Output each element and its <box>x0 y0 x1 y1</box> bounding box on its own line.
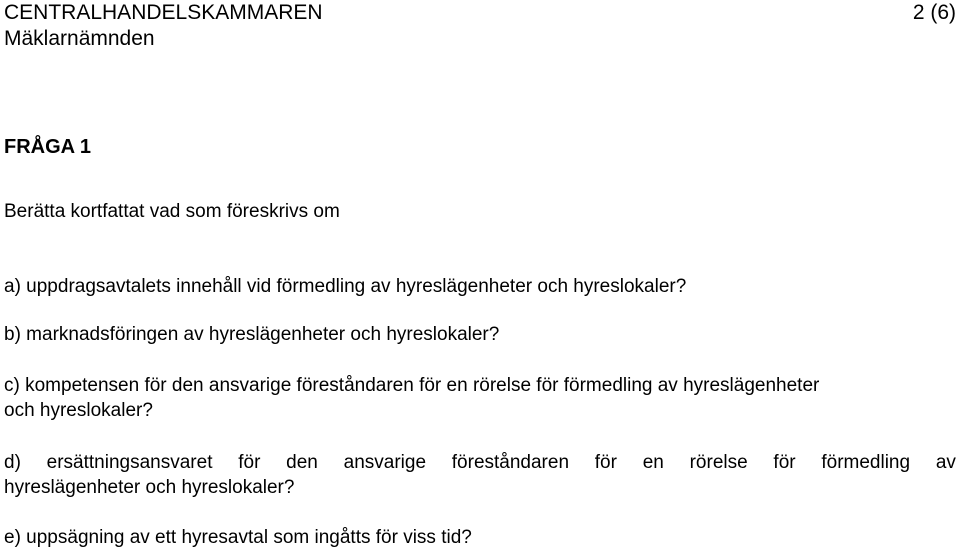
item-d-line-2: hyreslägenheter och hyreslokaler? <box>4 477 295 498</box>
item-d-word: d) <box>4 452 21 473</box>
item-d-word: för <box>594 452 617 473</box>
question-item-d <box>4 450 956 500</box>
item-d-word: ersättningsansvaret <box>46 452 213 473</box>
organization-name: CENTRALHANDELSKAMMAREN <box>4 1 323 24</box>
item-d-word: rörelse <box>689 452 748 473</box>
item-d-word: en <box>642 452 664 473</box>
question-intro: Berätta kortfattat vad som föreskrivs om <box>4 201 340 222</box>
question-item-e <box>4 525 956 550</box>
item-d-word: förmedling <box>821 452 911 473</box>
item-d-word: ansvarige <box>343 452 427 473</box>
question-item-b <box>4 322 956 347</box>
item-d-word: för <box>773 452 796 473</box>
question-item-a <box>4 274 956 299</box>
item-b-text: b) marknadsföringen av hyreslägenheter och hyreslokaler? <box>4 324 500 345</box>
item-d-word: för <box>238 452 261 473</box>
question-title: FRÅGA 1 <box>4 136 92 158</box>
item-d-word: den <box>286 452 318 473</box>
question-item-c <box>4 373 956 423</box>
unit-name: Mäklarnämnden <box>4 27 155 50</box>
page-number: 2 (6) <box>912 1 956 24</box>
item-d-word: av <box>935 452 956 473</box>
item-d-word: föreståndaren <box>451 452 570 473</box>
item-c-line-1: c) kompetensen för den ansvarige föreståndaren för en rörelse för förmedling av hyreslägenheter <box>4 375 820 396</box>
item-a-text: a) uppdragsavtalets innehåll vid förmedling av hyreslägenheter och hyreslokaler? <box>4 276 687 297</box>
item-e-text: e) uppsägning av ett hyresavtal som ingåtts för viss tid? <box>4 527 472 548</box>
page-header <box>4 0 956 52</box>
item-d-line-1 <box>4 450 956 475</box>
item-c-line-2: och hyreslokaler? <box>4 400 153 421</box>
